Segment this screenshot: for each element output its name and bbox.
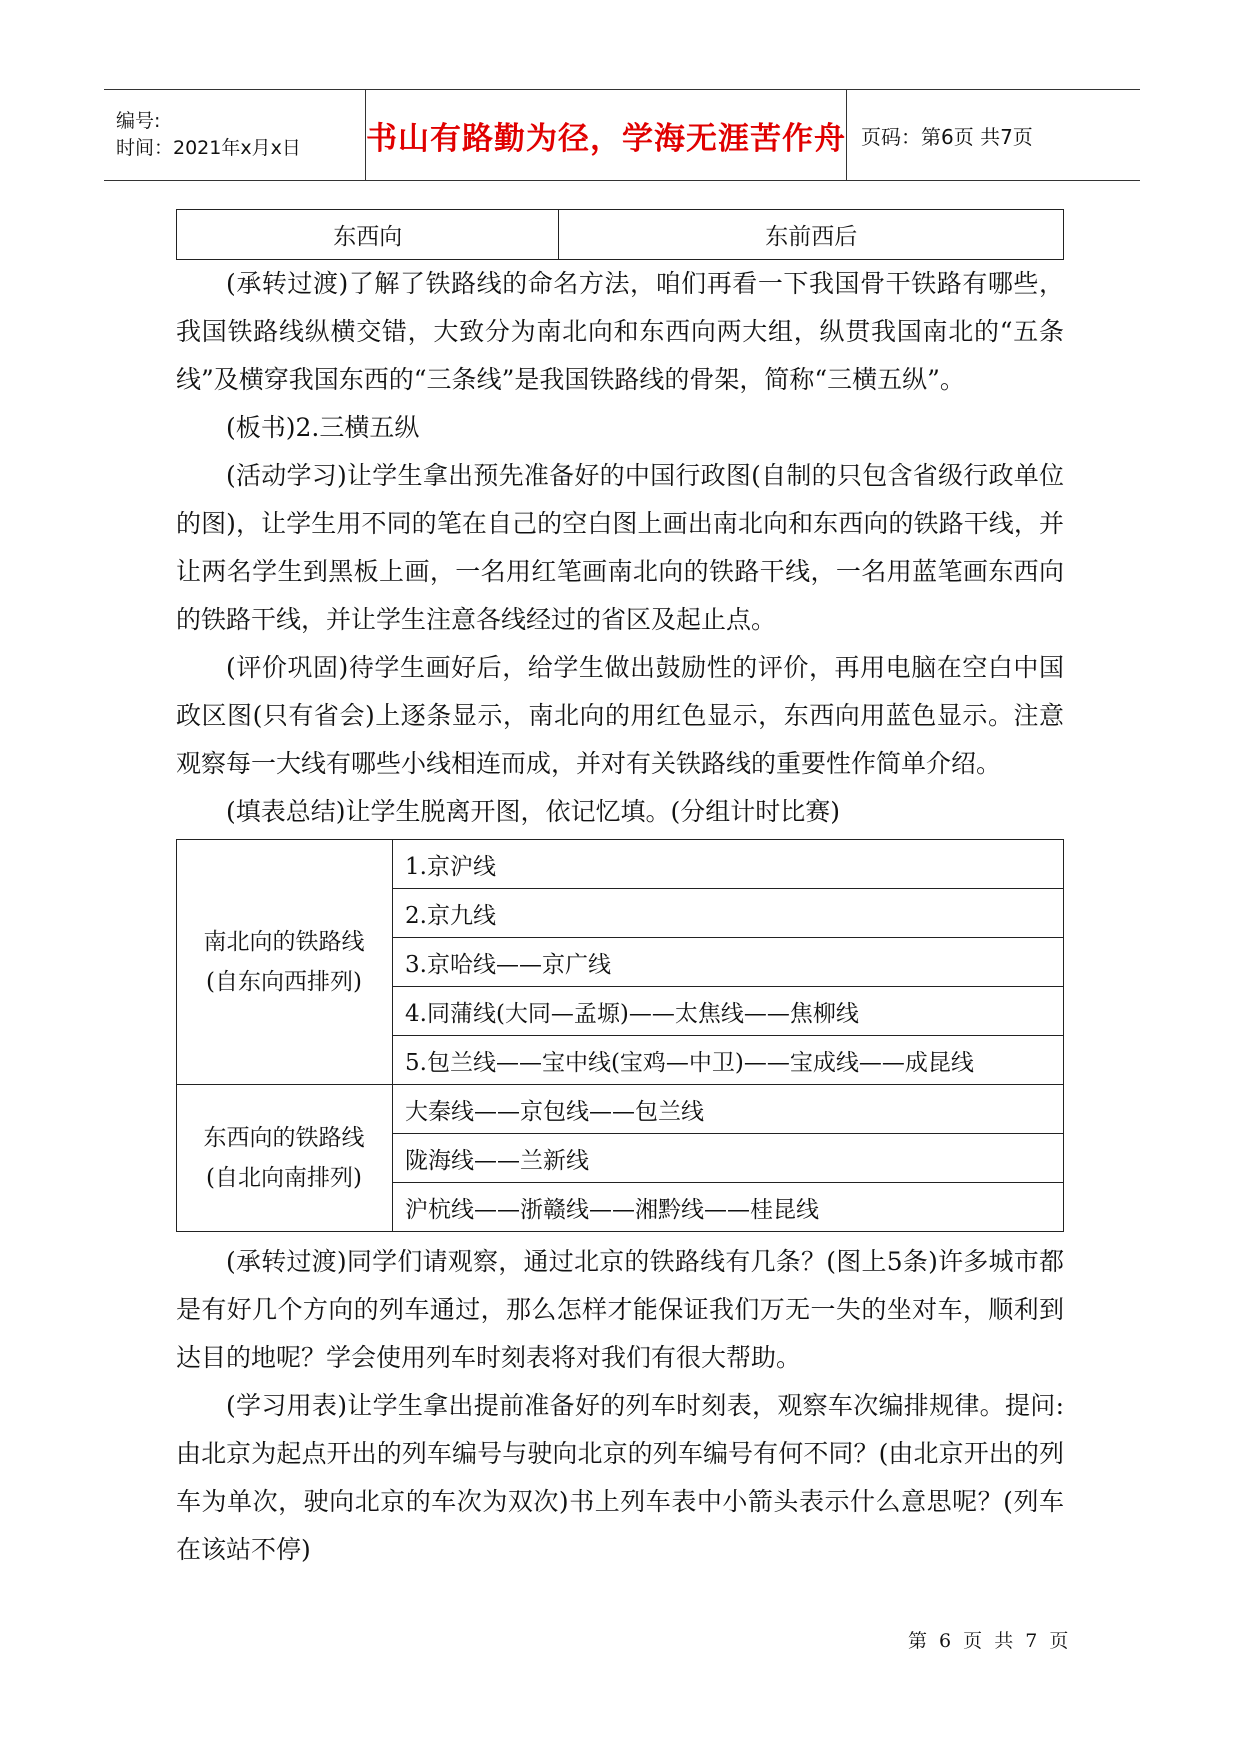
table-cell: 东前西后 [559, 210, 1064, 260]
table-cell: 4.同蒲线(大同—孟塬)——太焦线——焦柳线 [393, 987, 1064, 1036]
paragraph: (活动学习)让学生拿出预先准备好的中国行政图(自制的只包含省级行政单位的图)，让学生用不同的笔在自己的空白图上画出南北向和东西向的铁路干线，并让两名学生到黑板上画，一名用红笔画南北向的铁路干线，一名用蓝笔画东西向的铁路干线，并让学生注意各线经过的省区及起止点。 [176, 461, 1064, 634]
ns-group-label [177, 840, 393, 1085]
direction-table [176, 209, 1064, 260]
table-cell: 3.京哈线——京广线 [393, 938, 1064, 987]
header-page-code: 页码：第6页 共7页 [861, 124, 1033, 149]
ew-group-label [177, 1085, 393, 1232]
table-row [177, 1085, 1064, 1134]
header-motto: 书山有路勤为径，学海无涯苦作舟 [366, 90, 847, 180]
table-cell: 东西向 [177, 210, 559, 260]
paragraph: (板书)2.三横五纵 [226, 413, 420, 442]
table-cell: 5.包兰线——宝中线(宝鸡—中卫)——宝成线——成昆线 [393, 1036, 1064, 1085]
table-cell: 沪杭线——浙赣线——湘黔线——桂昆线 [393, 1183, 1064, 1232]
header-meta [104, 90, 366, 180]
ns-sub: (自东向西排列) [206, 969, 362, 995]
ns-label: 南北向的铁路线 [203, 929, 365, 955]
page-header [104, 89, 1140, 181]
paragraph: (评价巩固)待学生画好后，给学生做出鼓励性的评价，再用电脑在空白中国政区图(只有省会)上逐条显示，南北向的用红色显示，东西向用蓝色显示。注意观察每一大线有哪些小线相连而成，并对有关铁路线的重要性作简单介绍。 [176, 653, 1064, 778]
time-label: 时间：2021年x月x日 [116, 137, 301, 159]
ew-sub: (自北向南排列) [206, 1165, 362, 1191]
table-cell: 大秦线——京包线——包兰线 [393, 1085, 1064, 1134]
table-cell: 陇海线——兰新线 [393, 1134, 1064, 1183]
paragraph: (填表总结)让学生脱离开图，依记忆填。(分组计时比赛) [226, 797, 841, 826]
number-label: 编号: [116, 110, 161, 132]
table-row [177, 840, 1064, 889]
page-footer: 第 6 页 共 7 页 [908, 1630, 1069, 1652]
paragraph: (承转过渡)了解了铁路线的命名方法，咱们再看一下我国骨干铁路有哪些，我国铁路线纵横交错，大致分为南北向和东西向两大组，纵贯我国南北的“五条线”及横穿我国东西的“三条线”是我国铁路线的骨架，简称“三横五纵”。 [176, 269, 1064, 394]
paragraph: (学习用表)让学生拿出提前准备好的列车时刻表，观察车次编排规律。提问:由北京为起点开出的列车编号与驶向北京的列车编号有何不同？(由北京开出的列车为单次，驶向北京的车次为双次)书上列车表中小箭头表示什么意思呢？(列车在该站不停) [176, 1391, 1064, 1564]
ew-label: 东西向的铁路线 [203, 1125, 365, 1151]
table-cell: 1.京沪线 [393, 840, 1064, 889]
paragraph: (承转过渡)同学们请观察，通过北京的铁路线有几条？(图上5条)许多城市都是有好几个方向的列车通过，那么怎样才能保证我们万无一失的坐对车，顺利到达目的地呢？学会使用列车时刻表将对我们有很大帮助。 [176, 1247, 1064, 1372]
document-body [176, 209, 1064, 1574]
railway-table [176, 839, 1064, 1232]
table-cell: 2.京九线 [393, 889, 1064, 938]
table-row [177, 210, 1064, 260]
